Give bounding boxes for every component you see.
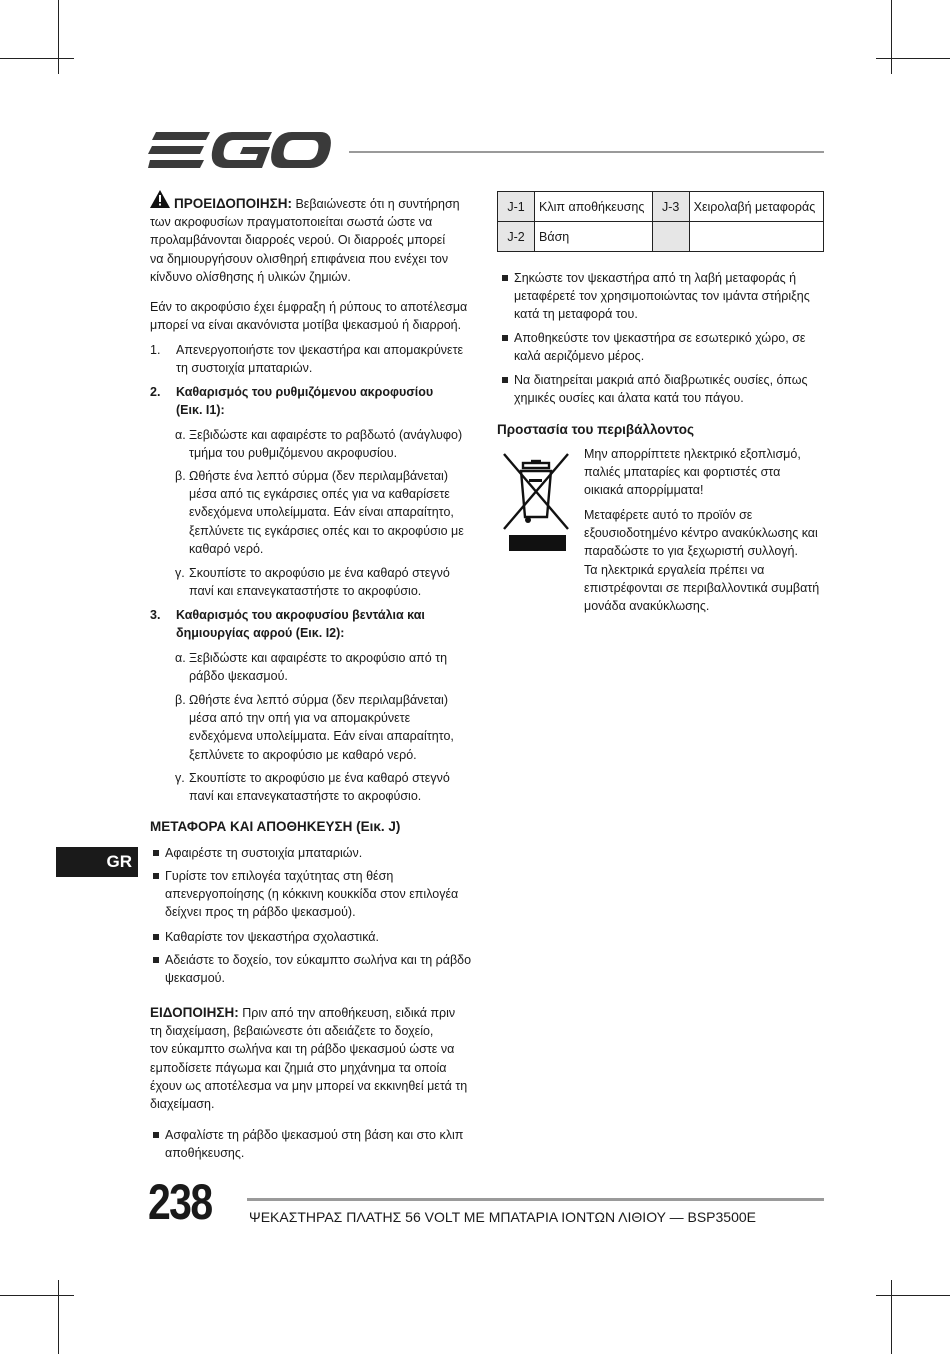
intro-line: Εάν το ακροφύσιο έχει έμφραξη ή ρύπους το αποτέλεσμα <box>150 300 468 314</box>
table-cell-key: J-3 <box>652 192 689 222</box>
ego-logo <box>148 130 332 172</box>
substep-line: ξεπλύνετε το ακροφύσιο με καθαρό νερό. <box>189 747 417 762</box>
substep-line: Ωθήστε ένα λεπτό σύρμα (δεν περιλαμβάνεται) <box>189 469 448 483</box>
step-heading-line: Καθαρισμός του ακροφυσίου βεντάλια και <box>176 608 425 622</box>
environment-line: μονάδα ανακύκλωσης. <box>584 599 710 614</box>
crop-mark <box>0 58 74 59</box>
crop-mark <box>876 1295 950 1296</box>
table-row <box>498 222 824 252</box>
bullet-line: καλά αεριζόμενο μέρος. <box>514 349 645 364</box>
step-line: Απενεργοποιήστε τον ψεκαστήρα και απομακρύνετε <box>176 343 464 357</box>
notice-label: ΕΙΔΟΠΟΙΗΣΗ: <box>150 1005 239 1020</box>
bullet-line: Αποθηκεύστε τον ψεκαστήρα σε εσωτερικό χώρο, σε <box>514 331 806 345</box>
environment-line: επιστρέφονται σε περιβαλλοντικά συμβατή <box>584 580 820 595</box>
parts-table <box>497 191 824 252</box>
page-number: 238 <box>148 1174 212 1230</box>
substep-line: τμήμα του ρυθμιζόμενου ακροφυσίου. <box>189 446 398 461</box>
transport-heading: ΜΕΤΑΦΟΡΑ ΚΑΙ ΑΠΟΘΗΚΕΥΣΗ (Εικ. J) <box>150 819 401 834</box>
substep-letter: γ. <box>175 771 185 785</box>
environment-line: οικιακά απορρίμματα! <box>584 483 704 498</box>
table-cell-key: J-1 <box>498 192 535 222</box>
substep-letter: α. <box>175 428 186 442</box>
warning-label: ΠΡΟΕΙΔΟΠΟΙΗΣΗ: <box>174 196 292 211</box>
table-cell-value: Χειρολαβή μεταφοράς <box>689 192 823 222</box>
bullet-line: Σηκώστε τον ψεκαστήρα από τη λαβή μεταφοράς ή <box>514 271 797 285</box>
table-cell-key: J-2 <box>498 222 535 252</box>
substep-letter: β. <box>175 693 186 707</box>
step-2 <box>150 383 480 421</box>
notice-line: τον εύκαμπτο σωλήνα και τη ράβδο ψεκασμού ώστε να <box>150 1042 455 1057</box>
bullet-line: ψεκασμού. <box>165 971 225 986</box>
environment-line: παλιές μπαταρίες και φορτιστές στα <box>584 465 781 480</box>
bullet-square-icon <box>153 1132 159 1138</box>
warning-line: προλαμβάνονται διαρροές νερού. Οι διαρροές μπορεί <box>150 233 446 248</box>
substep-line: πανί και επανεγκαταστήστε το ακροφύσιο. <box>189 789 422 804</box>
crop-mark <box>891 0 892 74</box>
notice-line: διαχείμαση. <box>150 1097 215 1112</box>
substep-letter: γ. <box>175 566 185 580</box>
bullet-line: Ασφαλίστε τη ράβδο ψεκασμού στη βάση και στο κλιπ <box>165 1128 464 1142</box>
bullet-square-icon <box>502 335 508 341</box>
crop-mark <box>891 1280 892 1354</box>
substep-letter: α. <box>175 651 186 665</box>
notice-line: έχουν ως αποτέλεσμα να μην μπορεί να εκκινηθεί μετά τη <box>150 1078 468 1093</box>
language-tab-label: GR <box>106 852 132 871</box>
substep-line: Ξεβιδώστε και αφαιρέστε το ακροφύσιο από τη <box>189 651 448 665</box>
notice-line: εμποδίσετε πάγωμα και ζημιά στο μηχάνημα τα οποία <box>150 1060 447 1075</box>
footer-rule <box>247 1198 824 1201</box>
step-number: 2. <box>150 385 161 399</box>
bullet-line: Να διατηρείται μακριά από διαβρωτικές ουσίες, όπως <box>514 373 808 387</box>
step-3 <box>150 606 480 644</box>
environment-paragraph <box>584 506 829 615</box>
step-line: τη συστοιχία μπαταριών. <box>176 361 313 376</box>
notice-line: Πριν από την αποθήκευση, ειδικά πριν <box>242 1006 456 1020</box>
environment-line: Τα ηλεκτρικά εργαλεία πρέπει να <box>584 562 765 577</box>
warning-line: Βεβαιώνεστε ότι η συντήρηση <box>295 197 460 211</box>
warning-line: να δημιουργήσουν ολισθηρή επιφάνεια που ενέχει τον <box>150 251 449 266</box>
environment-paragraph <box>584 445 829 500</box>
table-cell-key <box>652 222 689 252</box>
bullet-line: Αδειάστε το δοχείο, τον εύκαμπτο σωλήνα και τη ράβδο <box>165 953 472 967</box>
step-heading-line: Καθαρισμός του ρυθμιζόμενου ακροφυσίου <box>176 385 434 399</box>
environment-line: Μεταφέρετε αυτό το προϊόν σε <box>584 508 753 522</box>
step-1 <box>150 341 480 379</box>
bullet-line: Γυρίστε τον επιλογέα ταχύτητας στη θέση <box>165 869 394 883</box>
substep-line: ράβδο ψεκασμού. <box>189 669 288 684</box>
warning-line: των ακροφυσίων πραγματοποιείται σωστά ώστε να <box>150 215 433 230</box>
notice-line: τη διαχείμαση, βεβαιώνεστε ότι αδειάζετε το δοχείο, <box>150 1024 434 1039</box>
bullet-line: αποθήκευσης. <box>165 1146 245 1161</box>
bullet-square-icon <box>153 934 159 940</box>
weee-crossed-bin-icon <box>501 451 571 553</box>
step-number: 3. <box>150 608 161 622</box>
substep-line: ενδεχόμενα υπολείμματα. Εάν είναι απαραίτητο, <box>189 729 454 744</box>
table-row <box>498 192 824 222</box>
intro-paragraph <box>150 298 480 334</box>
bullet-square-icon <box>153 850 159 856</box>
warning-paragraph <box>150 195 480 286</box>
substep-line: Σκουπίστε το ακροφύσιο με ένα καθαρό στεγνό <box>189 771 450 785</box>
crop-mark <box>58 1280 59 1354</box>
bullet-line: χημικές ουσίες και άλατα κατά του πάγου. <box>514 391 744 406</box>
substep-line: πανί και επανεγκαταστήστε το ακροφύσιο. <box>189 584 422 599</box>
substep-line: καθαρό νερό. <box>189 541 264 556</box>
notice-paragraph <box>150 1004 480 1113</box>
substep-line: Ξεβιδώστε και αφαιρέστε το ραβδωτό (ανάγλυφο) <box>189 428 463 442</box>
environment-line: εξουσιοδοτημένο κέντρο ανακύκλωσης και <box>584 526 818 541</box>
footer-title: ΨΕΚΑΣΤΗΡΑΣ ΠΛΑΤΗΣ 56 VOLT ΜΕ ΜΠΑΤΑΡΙΑ ΙΟΝΤΩΝ ΛΙΘΙΟΥ — BSP3500E <box>249 1209 756 1225</box>
table-cell-value: Κλιπ αποθήκευσης <box>535 192 653 222</box>
bullet-square-icon <box>153 957 159 963</box>
bullet-line: Αφαιρέστε τη συστοιχία μπαταριών. <box>165 846 363 860</box>
environment-line: Μην απορρίπτετε ηλεκτρικό εξοπλισμό, <box>584 447 801 461</box>
substep-letter: β. <box>175 469 186 483</box>
warning-line: κίνδυνο ολίσθησης ή υλικών ζημιών. <box>150 269 351 284</box>
bullet-square-icon <box>153 873 159 879</box>
crop-mark <box>58 0 59 74</box>
substep-line: μέσα από την οπή για να απομακρύνετε <box>189 711 411 726</box>
substep-line: ξεπλύνετε τις εγκάρσιες οπές και το ακροφύσιο με <box>189 523 464 538</box>
language-tab <box>56 847 138 877</box>
crop-mark <box>876 58 950 59</box>
environment-line: παραδώστε το για ξεχωριστή συλλογή. <box>584 544 798 559</box>
table-cell-value: Βάση <box>535 222 653 252</box>
bullet-line: κατά τη μεταφορά του. <box>514 307 638 322</box>
step-heading-line: δημιουργίας αφρού (Εικ. I2): <box>176 626 345 641</box>
substep-line: μέσα από τις εγκάρσιες οπές για να καθαρίσετε <box>189 487 450 502</box>
step-number: 1. <box>150 343 161 357</box>
substep-line: Σκουπίστε το ακροφύσιο με ένα καθαρό στεγνό <box>189 566 450 580</box>
table-cell-value <box>689 222 823 252</box>
bullet-line: δείχνει προς τη ράβδο ψεκασμού). <box>165 905 356 920</box>
bullet-square-icon <box>502 377 508 383</box>
substep-line: ενδεχόμενα υπολείμματα. Εάν είναι απαραίτητο, <box>189 505 454 520</box>
bullet-line: απενεργοποίησης (η κόκκινη κουκκίδα στον επιλογέα <box>165 887 459 902</box>
substep-line: Ωθήστε ένα λεπτό σύρμα (δεν περιλαμβάνεται) <box>189 693 448 707</box>
environment-heading: Προστασία του περιβάλλοντος <box>497 422 694 437</box>
bullet-square-icon <box>502 275 508 281</box>
bullet-line: μεταφέρετέ τον χρησιμοποιώντας τον ιμάντα στήριξης <box>514 289 810 304</box>
crop-mark <box>0 1295 74 1296</box>
bullet-line: Καθαρίστε τον ψεκαστήρα σχολαστικά. <box>165 930 380 944</box>
intro-line: μπορεί να είναι ακανόνιστα μοτίβα ψεκασμού ή διαρροή. <box>150 318 462 333</box>
step-heading-line: (Εικ. I1): <box>176 403 225 418</box>
header-rule <box>349 151 824 153</box>
